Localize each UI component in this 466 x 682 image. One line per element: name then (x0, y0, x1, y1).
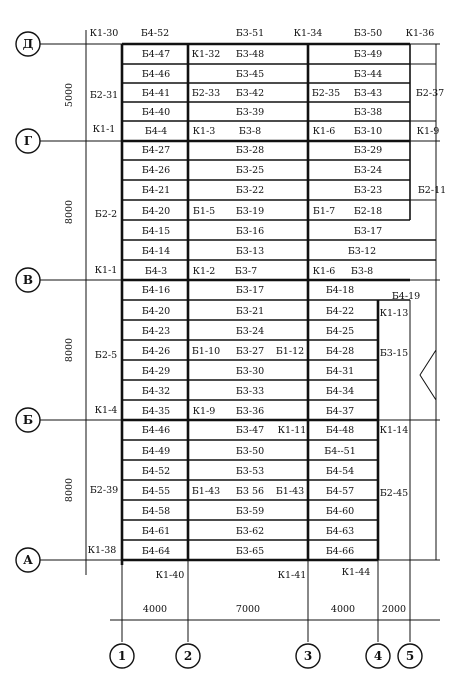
label: Б2-33 (191, 88, 221, 99)
label: К1-14 (379, 425, 409, 436)
label: Б3-47 (235, 425, 265, 436)
label: Б3-28 (235, 145, 265, 156)
label: Б3-13 (235, 246, 265, 257)
label: Б1-43 (275, 486, 305, 497)
label: К1-11 (277, 425, 307, 436)
label: Б1-10 (191, 346, 221, 357)
label: Б4-49 (141, 446, 171, 457)
label: Б4-21 (141, 185, 171, 196)
label: Б3-30 (235, 366, 265, 377)
label: Б2-45 (379, 488, 409, 499)
label: Б3-29 (353, 145, 383, 156)
label: К1-32 (191, 49, 221, 60)
label: Б3-17 (353, 226, 383, 237)
edge-g-v-labels (95, 209, 118, 276)
label: Б3-33 (235, 386, 265, 397)
label: Б4-63 (325, 526, 355, 537)
label: К1-34 (293, 28, 323, 39)
bay2-g-v-labels (193, 145, 264, 277)
label: Б1-43 (191, 486, 221, 497)
label: Б2-2 (94, 209, 118, 220)
label: Б4-47 (141, 49, 171, 60)
letter-axes (16, 32, 40, 572)
dim-4-5: 2000 (381, 604, 407, 615)
label: Б4-60 (325, 506, 355, 517)
label: Б3-7 (234, 266, 258, 277)
edge-b-a-labels (88, 485, 119, 556)
label: Б4-57 (325, 486, 355, 497)
bay1-g-v-labels (142, 145, 170, 277)
label: К1-38 (87, 545, 117, 556)
label: Б3-44 (353, 69, 383, 80)
label: Б3-50 (353, 28, 383, 39)
label: Б4--51 (324, 446, 356, 457)
label: Б3-25 (235, 165, 265, 176)
dim-b-a: 8000 (64, 477, 75, 503)
label: Б4-14 (141, 246, 171, 257)
axis-label-4: 4 (373, 649, 383, 663)
label: Б3-22 (235, 185, 265, 196)
label: Б3-19 (235, 206, 265, 217)
label: Б2-37 (415, 88, 445, 99)
axis-label-b: Б (22, 413, 34, 427)
axis-label-g: Г (23, 134, 33, 148)
label: К1-6 (312, 266, 336, 277)
label: Б3-65 (235, 546, 265, 557)
bay1-b-a-labels (142, 425, 170, 557)
label: К1-41 (277, 570, 307, 581)
label: Б4-19 (391, 291, 421, 302)
dim-3-4: 4000 (330, 604, 356, 615)
axis-label-d: Д (22, 37, 34, 51)
number-axes (110, 644, 422, 668)
label: Б3-24 (235, 326, 265, 337)
label: Б3-42 (235, 88, 265, 99)
bay3-g-v-labels (313, 145, 446, 277)
horizontal-dimensions (143, 604, 406, 615)
bay1-d-g-labels (142, 49, 170, 137)
label: Б3-45 (235, 69, 265, 80)
label: К1-30 (89, 28, 119, 39)
dim-v-b: 8000 (64, 337, 75, 363)
label: Б4-52 (140, 28, 170, 39)
label: Б1-7 (312, 206, 336, 217)
bay2-b-a-labels (192, 425, 307, 557)
dim-2-3: 7000 (235, 604, 261, 615)
label: Б3-21 (235, 306, 265, 317)
label: Б4-37 (325, 406, 355, 417)
label: Б3-8 (238, 126, 262, 137)
label: Б3-38 (353, 107, 383, 118)
label: Б2-11 (417, 185, 447, 196)
label: Б4-48 (325, 425, 355, 436)
label: Б3-51 (235, 28, 265, 39)
dim-d-g: 5000 (64, 82, 75, 108)
label: Б4-32 (141, 386, 171, 397)
label: Б4-15 (141, 226, 171, 237)
label: Б4-40 (141, 107, 171, 118)
label: Б4-3 (144, 266, 168, 277)
axis-label-a: А (23, 553, 33, 567)
label: Б3-10 (353, 126, 383, 137)
label: Б2-31 (89, 90, 119, 101)
label: Б4-26 (141, 165, 171, 176)
label: Б4-16 (141, 285, 171, 296)
label: К1-1 (92, 124, 116, 135)
label: Б4-64 (141, 546, 171, 557)
axis-label-v: В (22, 273, 34, 287)
label: Б4-54 (325, 466, 355, 477)
label: Б3-27 (235, 346, 265, 357)
label: Б3-53 (235, 466, 265, 477)
label: К1-6 (312, 126, 336, 137)
label: Б4-4 (144, 126, 168, 137)
label: Б3-15 (379, 348, 409, 359)
label: Б3-62 (235, 526, 265, 537)
label: К1-36 (405, 28, 435, 39)
label: Б4-22 (325, 306, 355, 317)
label: Б1-5 (192, 206, 216, 217)
axis-label-3: 3 (303, 649, 313, 663)
label: Б3-36 (235, 406, 265, 417)
bay3-b-a-labels (324, 425, 408, 557)
dim-1-2: 4000 (142, 604, 168, 615)
label: Б4-46 (141, 69, 171, 80)
bay2-d-g-labels (192, 49, 265, 137)
label: Б4-34 (325, 386, 355, 397)
label: Б4-61 (141, 526, 171, 537)
label: Б3-50 (235, 446, 265, 457)
label: Б4-46 (141, 425, 171, 436)
label: Б4-20 (141, 206, 171, 217)
label: Б3-24 (353, 165, 383, 176)
label: К1-1 (94, 265, 118, 276)
label: К1-9 (416, 126, 440, 137)
label: Б2-39 (89, 485, 119, 496)
label: Б4-55 (141, 486, 171, 497)
label: Б4-29 (141, 366, 171, 377)
label: Б4-27 (141, 145, 171, 156)
label: К1-40 (155, 570, 185, 581)
label: Б3-59 (235, 506, 265, 517)
label: Б4-41 (141, 88, 171, 99)
bay3-v-b-labels (326, 285, 420, 417)
dim-g-v: 8000 (64, 199, 75, 225)
label: Б3-43 (353, 88, 383, 99)
label: Б3-48 (235, 49, 265, 60)
label: Б4-58 (141, 506, 171, 517)
label: Б4-66 (325, 546, 355, 557)
label: Б2-5 (94, 350, 118, 361)
edge-v-b-labels (95, 350, 118, 416)
label: Б4-26 (141, 346, 171, 357)
label: Б4-18 (325, 285, 355, 296)
bay3-d-g-labels (312, 49, 382, 137)
label: Б3 56 (235, 486, 265, 497)
bay2-v-b-labels (192, 285, 304, 417)
label: Б2-18 (353, 206, 383, 217)
label: Б4-35 (141, 406, 171, 417)
label: Б2-35 (311, 88, 341, 99)
label: Б3-16 (235, 226, 265, 237)
label: Б4-28 (325, 346, 355, 357)
label: К1-4 (94, 405, 118, 416)
bay1-v-b-labels (142, 285, 170, 417)
axis-label-2: 2 (183, 649, 193, 663)
label: Б3-39 (235, 107, 265, 118)
label: Б3-12 (347, 246, 377, 257)
label: К1-2 (192, 266, 216, 277)
label: Б3-8 (350, 266, 374, 277)
label: Б4-31 (325, 366, 355, 377)
label: Б3-17 (235, 285, 265, 296)
axis-label-5: 5 (405, 649, 415, 663)
row-d-top-labels (90, 28, 435, 39)
label: Б4-52 (141, 466, 171, 477)
label: К1-3 (192, 126, 216, 137)
label: Б3-49 (353, 49, 383, 60)
axis-label-1: 1 (117, 649, 127, 663)
label: Б1-12 (275, 346, 305, 357)
label: Б4-20 (141, 306, 171, 317)
vertical-dimensions (64, 83, 75, 502)
label: К1-9 (192, 406, 216, 417)
label: Б3-23 (353, 185, 383, 196)
label: Б4-23 (141, 326, 171, 337)
label: К1-13 (379, 308, 409, 319)
label: Б4-25 (325, 326, 355, 337)
label: К1-44 (341, 567, 371, 578)
